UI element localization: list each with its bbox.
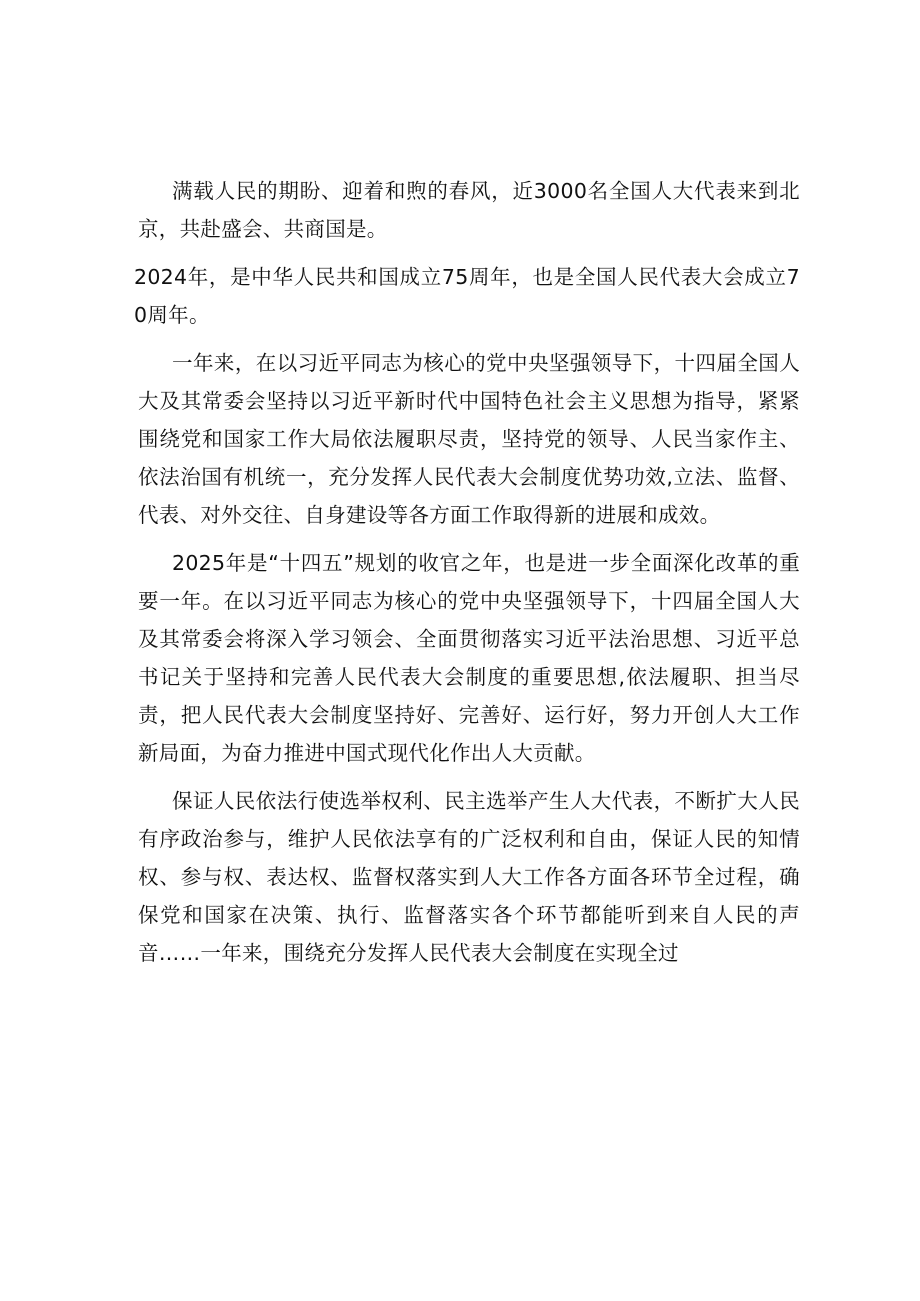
paragraph-1: 满载人民的期盼、迎着和煦的春风，近3000名全国人大代表来到北京，共赴盛会、共商国是。 <box>138 179 800 241</box>
paragraph-3: 一年来，在以习近平同志为核心的党中央坚强领导下，十四届全国人大及其常委会坚持以习近平新时代中国特色社会主义思想为指导，紧紧围绕党和国家工作大局依法履职尽责，坚持党的领导、人民当家作主、依法治国有机统一，充分发挥人民代表大会制度优势功效,立法、监督、代表、对外交往、自身建设等各方面工作取得新的进展和成效。 <box>138 351 800 527</box>
paragraph-2: 2024年，是中华人民共和国成立75周年，也是全国人民代表大会成立70周年。 <box>134 265 800 327</box>
paragraph-4: 2025年是“十四五”规划的收官之年，也是进一步全面深化改革的重要一年。在以习近平同志为核心的党中央坚强领导下，十四届全国人大及其常委会将深入学习领会、全面贯彻落实习近平法治思想、习近平总书记关于坚持和完善人民代表大会制度的重要思想,依法履职、担当尽责，把人民代表大会制度坚持好、完善好、运行好，努力开创人大工作新局面，为奋力推进中国式现代化作出人大贡献。 <box>138 551 800 765</box>
paragraph-5: 保证人民依法行使选举权利、民主选举产生人大代表，不断扩大人民有序政治参与，维护人民依法享有的广泛权利和自由，保证人民的知情权、参与权、表达权、监督权落实到人大工作各方面各环节全过程，确保党和国家在决策、执行、监督落实各个环节都能听到来自人民的声音……一年来，围绕充分发挥人民代表大会制度在实现全过 <box>138 789 800 965</box>
